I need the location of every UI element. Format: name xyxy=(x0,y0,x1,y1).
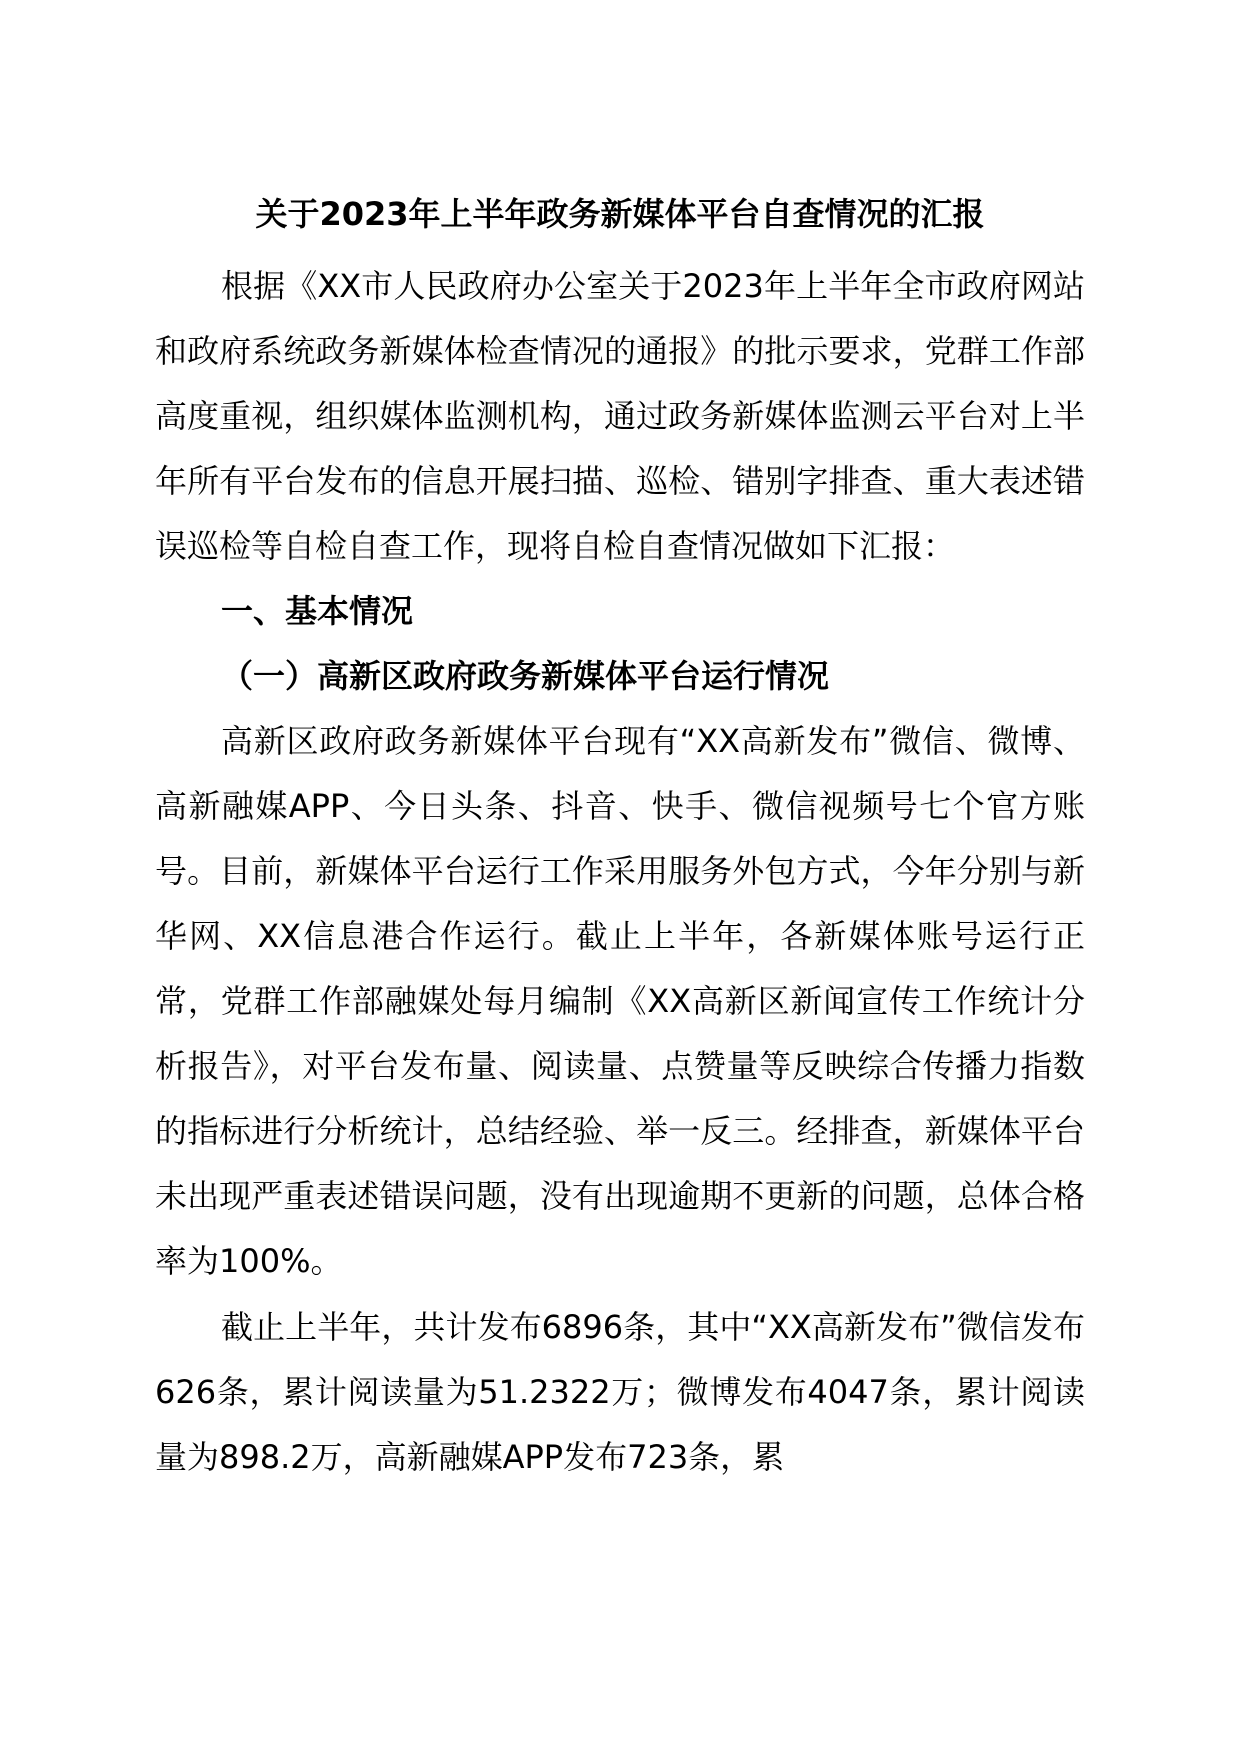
section-heading-basic-situation: 一、基本情况 xyxy=(221,592,414,630)
publication-stats-paragraph: 截止上半年，共计发布6896条，其中“XX高新发布”微信发布626条，累计阅读量为51.2322万；微博发布4047条，累计阅读量为898.2万，高新融媒APP发布723条，累 xyxy=(155,1308,1085,1476)
subsection-heading-platform-operation: （一）高新区政府政务新媒体平台运行情况 xyxy=(221,657,830,695)
document-title: 关于2023年上半年政务新媒体平台自查情况的汇报 xyxy=(255,195,985,233)
intro-paragraph: 根据《XX市人民政府办公室关于2023年上半年全市政府网站和政府系统政务新媒体检查情况的通报》的批示要求，党群工作部高度重视，组织媒体监测机构，通过政务新媒体监测云平台对上半年所有平台发布的信息开展扫描、巡检、错别字排查、重大表述错误巡检等自检自查工作，现将自检自查情况做如下汇报： xyxy=(155,267,1085,565)
platform-operation-paragraph: 高新区政府政务新媒体平台现有“XX高新发布”微信、微博、高新融媒APP、今日头条、抖音、快手、微信视频号七个官方账号。目前，新媒体平台运行工作采用服务外包方式，今年分别与新华网、XX信息港合作运行。截止上半年，各新媒体账号运行正常，党群工作部融媒处每月编制《XX高新区新闻宣传工作统计分析报告》，对平台发布量、阅读量、点赞量等反映综合传播力指数的指标进行分析统计，总结经验、举一反三。经排查，新媒体平台未出现严重表述错误问题，没有出现逾期不更新的问题，总体合格率为100%。 xyxy=(155,722,1085,1280)
document-body xyxy=(155,190,1085,1490)
